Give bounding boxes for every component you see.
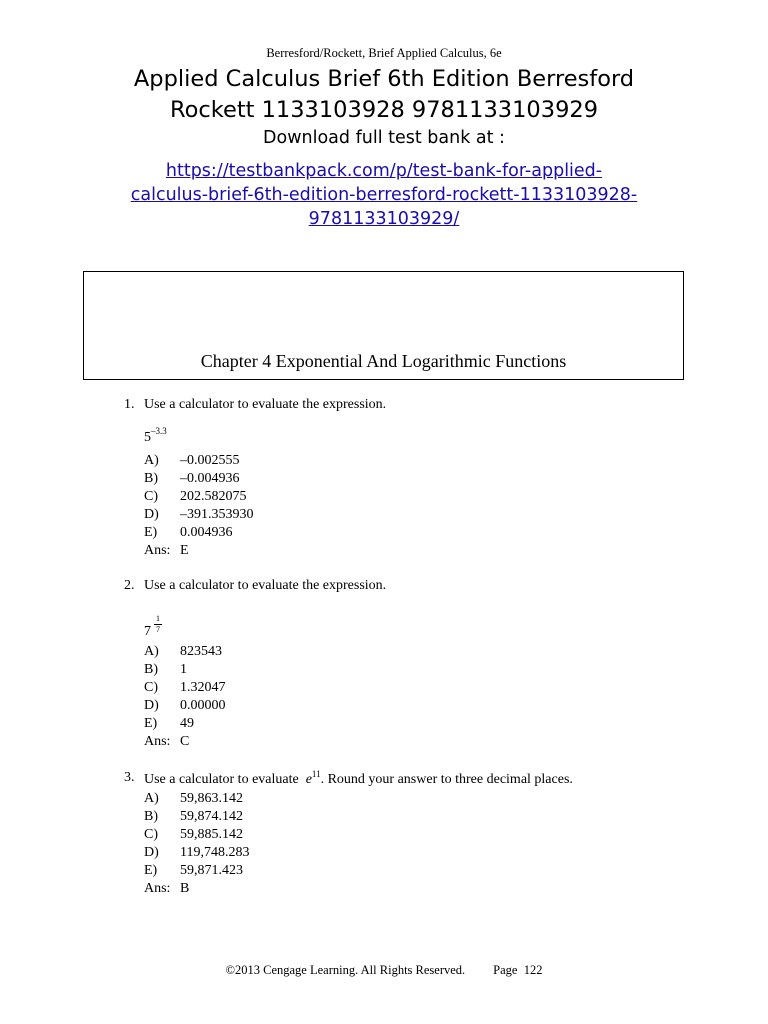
- option-b: B) 1: [144, 662, 187, 677]
- question-2-expression: [144, 614, 184, 642]
- expression-exponent: –3.3: [151, 426, 167, 436]
- option-c: C) 1.32047: [144, 680, 226, 695]
- download-link-line-2[interactable]: calculus-brief-6th-edition-berresford-rockett-1133103928-: [130, 185, 638, 205]
- answer-line: Ans: B: [144, 881, 190, 896]
- download-link-line-1[interactable]: https://testbankpack.com/p/test-bank-for-applied-: [165, 161, 603, 181]
- option-e: E) 49: [144, 716, 194, 731]
- expression-base: e: [305, 772, 312, 787]
- document-title: [0, 64, 768, 126]
- document-title-line-2: Rockett 1133103928 9781133103929: [169, 97, 599, 123]
- option-b: B) 59,874.142: [144, 809, 243, 824]
- answer-value: B: [180, 881, 190, 896]
- option-e: E) 59,871.423: [144, 863, 243, 878]
- question-3-prompt-after: . Round your answer to three decimal places.: [320, 772, 573, 787]
- chapter-title: Chapter 4 Exponential And Logarithmic Functions: [200, 351, 567, 371]
- footer-page-label: Page: [493, 963, 518, 977]
- question-1-prompt: Use a calculator to evaluate the expression.: [144, 397, 387, 412]
- option-d: D) 119,748.283: [144, 845, 250, 860]
- expression-exponent-numerator: 1: [156, 614, 160, 623]
- footer-copyright: ©2013 Cengage Learning. All Rights Reserved.: [225, 963, 466, 977]
- answer-line: Ans: E: [144, 543, 189, 558]
- page-footer: [0, 963, 768, 978]
- option-b: B) –0.004936: [144, 471, 240, 486]
- expression-exponent-denominator: 7: [156, 625, 160, 634]
- option-c: C) 202.582075: [144, 489, 247, 504]
- download-link[interactable]: [0, 159, 768, 231]
- question-2-prompt: Use a calculator to evaluate the expression.: [144, 578, 387, 593]
- footer-page-number: 122: [523, 963, 543, 977]
- question-3-prompt-before: Use a calculator to evaluate: [144, 772, 299, 787]
- question-2-options: [144, 643, 226, 751]
- option-a: A) 823543: [144, 644, 222, 659]
- expression-base: 7: [144, 624, 151, 639]
- expression-base: 5: [144, 430, 151, 445]
- option-a: A) –0.002555: [144, 453, 240, 468]
- option-d: D) 0.00000: [144, 698, 226, 713]
- question-3-prompt: [144, 769, 573, 788]
- question-1-expression: [144, 426, 167, 446]
- download-link-line-3[interactable]: 9781133103929/: [308, 209, 460, 229]
- question-2-number: 2.: [124, 578, 135, 593]
- answer-value: C: [180, 734, 190, 749]
- answer-line: Ans: C: [144, 734, 190, 749]
- chapter-box: [83, 271, 684, 380]
- document-title-line-1: Applied Calculus Brief 6th Edition Berresford: [133, 66, 635, 92]
- option-e: E) 0.004936: [144, 525, 233, 540]
- question-1-number: 1.: [124, 397, 135, 412]
- answer-value: E: [180, 543, 189, 558]
- option-c: C) 59,885.142: [144, 827, 243, 842]
- download-text: Download full test bank at :: [263, 128, 505, 148]
- question-3-number: 3.: [124, 770, 135, 785]
- option-a: A) 59,863.142: [144, 791, 243, 806]
- running-header: Berresford/Rockett, Brief Applied Calculus, 6e: [266, 46, 502, 60]
- question-1-options: [144, 452, 254, 560]
- question-3-options: [144, 790, 249, 898]
- option-d: D) –391.353930: [144, 507, 254, 522]
- expression-exponent: 11: [311, 769, 321, 779]
